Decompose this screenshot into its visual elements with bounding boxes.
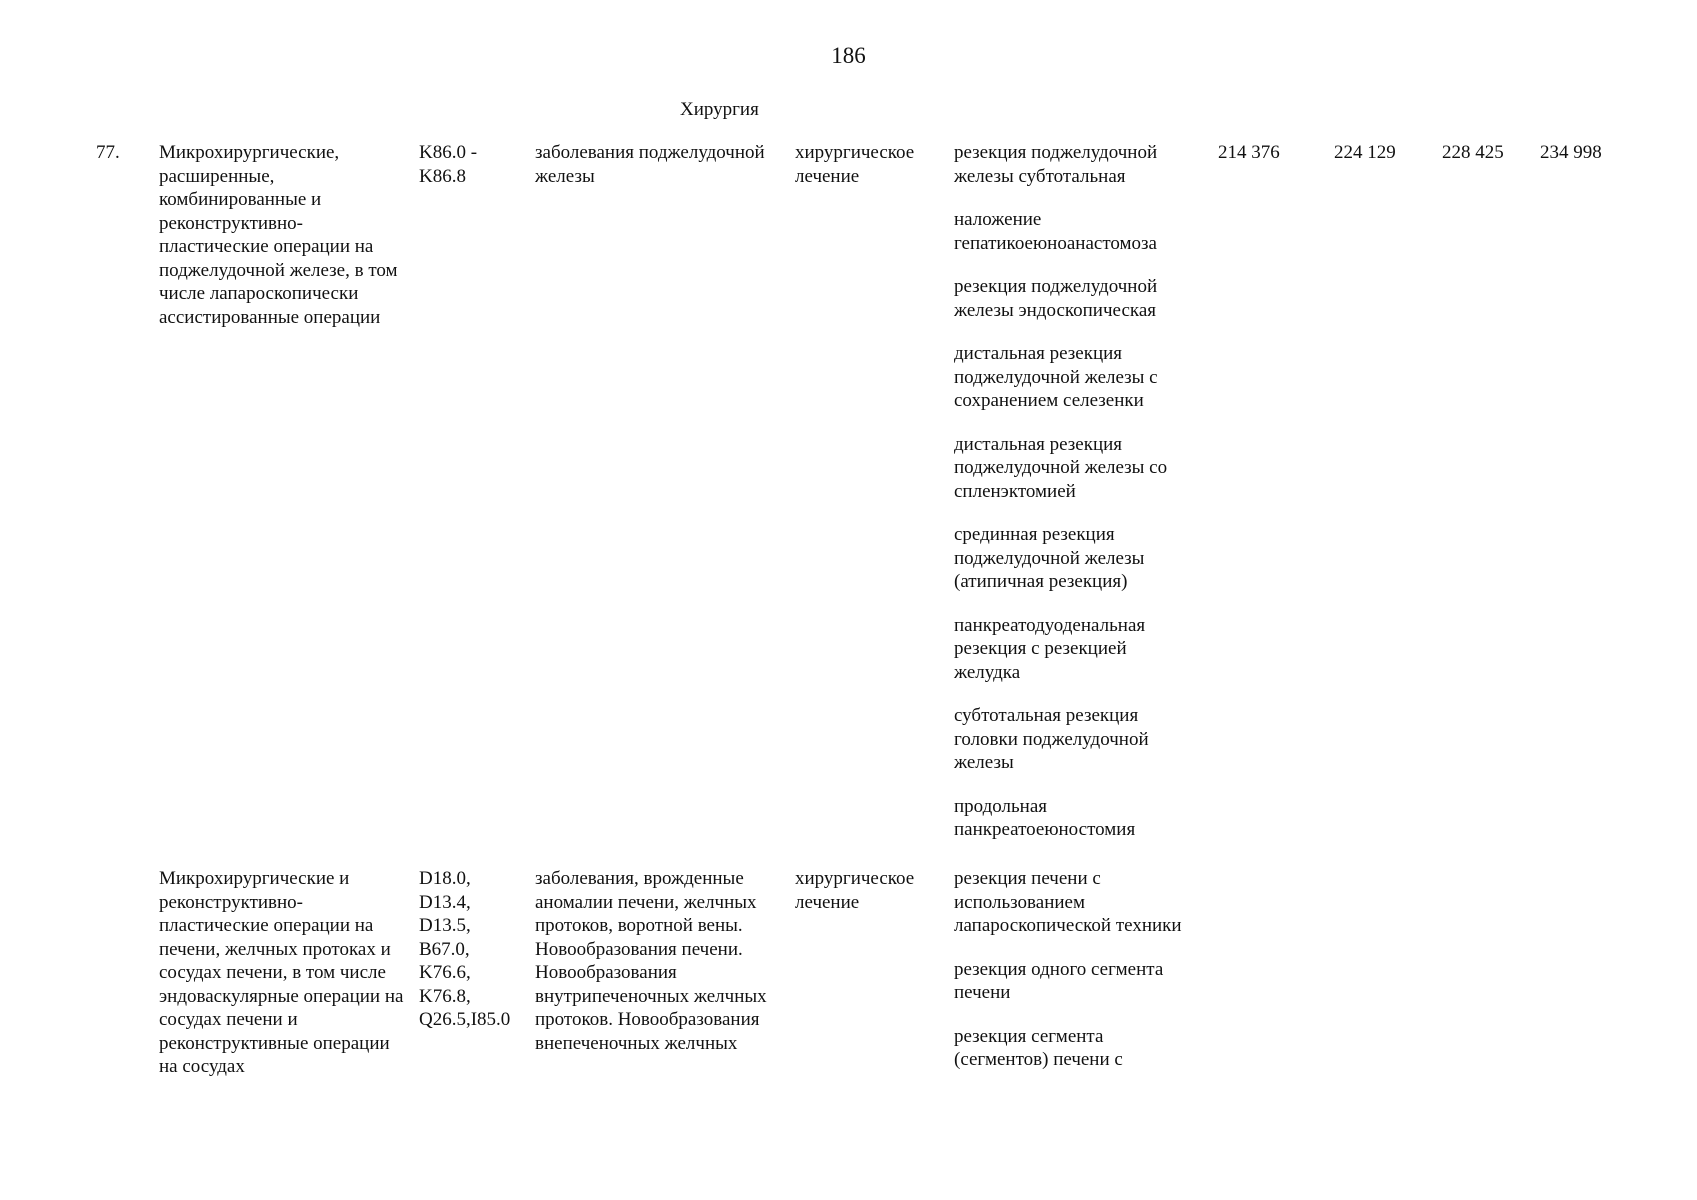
patient-model: заболевания поджелудочной железы [535,142,765,187]
cost-value-2: 224 129 [1334,142,1396,163]
treatment-method: срединная резекция поджелудочной железы (атипичная резекция) [954,524,1145,592]
treatment-method: резекция сегмента (сегментов) печени с [954,1025,1123,1070]
diagnosis-code: D18.0, [419,868,471,889]
table-row [0,867,1697,1167]
diagnosis-code: D13.5, [419,915,471,936]
table-row [0,141,1697,867]
diagnosis-code: K76.6, [419,962,471,983]
diagnosis-code: K86.0 - [419,142,478,163]
diagnosis-codes [419,867,523,1032]
treatment-method: резекция поджелудочной железы субтотальная [954,142,1158,187]
diagnosis-code: B67.0, [419,938,470,960]
treatment-type: хирургическое лечение [795,142,915,187]
procedures-table [0,141,1697,1167]
cost-value-4: 234 998 [1540,142,1602,163]
page-number: 186 [831,43,866,68]
procedure-group-name: Микрохирургические, расширенные, комбинированные и реконструктивно-пластические операции на поджелудочной железе, в том числе лапароскопически ассистированные операции [159,142,398,328]
treatment-methods [954,867,1194,1092]
procedure-group-name: Микрохирургические и реконструктивно-пластические операции на печени, желчных протоках и сосудах печени, в том числе эндоваскулярные операции на сосудах печени и реконструктивные операции на сосудах [159,868,404,1077]
diagnosis-code: D13.4, [419,891,471,913]
treatment-methods [954,141,1194,862]
treatment-method: субтотальная резекция головки поджелудочной железы [954,705,1149,773]
section-title: Хирургия [680,99,759,120]
patient-model: заболевания, врожденные аномалии печени, желчных протоков, воротной вены. Новообразования печени. Новообразования внутрипеченочных желчных протоков. Новообразования внепеченочных желчных [535,868,767,1054]
treatment-type: хирургическое лечение [795,868,915,913]
diagnosis-code: K76.8, [419,985,471,1007]
treatment-method: резекция поджелудочной железы эндоскопическая [954,276,1158,321]
treatment-method: панкреатодуоденальная резекция с резекцией желудка [954,614,1146,683]
treatment-method: дистальная резекция поджелудочной железы со спленэктомией [954,433,1168,502]
diagnosis-codes [419,141,523,188]
diagnosis-code: Q26.5,I85.0 [419,1009,511,1030]
treatment-method: наложение гепатикоеюноанастомоза [954,209,1157,254]
row-number: 77. [96,142,120,163]
cost-value-1: 214 376 [1218,142,1280,163]
treatment-method: резекция одного сегмента печени [954,958,1164,1003]
diagnosis-code: K86.8 [419,165,466,187]
treatment-method: дистальная резекция поджелудочной железы с сохранением селезенки [954,343,1158,411]
treatment-method: продольная панкреатоеюностомия [954,795,1136,840]
cost-value-3: 228 425 [1442,142,1504,163]
treatment-method: резекция печени с использованием лапароскопической техники [954,868,1182,936]
